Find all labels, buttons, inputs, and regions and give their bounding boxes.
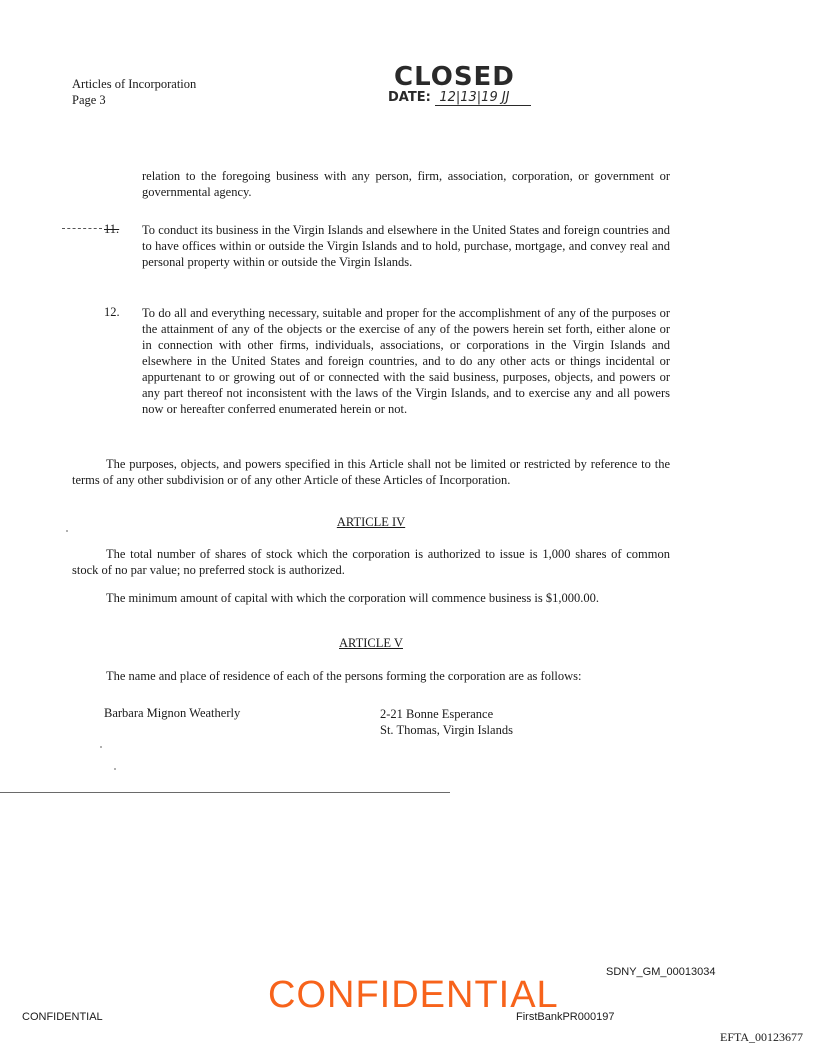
article-iv-capital-paragraph: The minimum amount of capital with which the corporation will commence business is $1,000.00. bbox=[106, 591, 599, 605]
stamp-date-row bbox=[388, 90, 538, 106]
efta-number: EFTA_00123677 bbox=[720, 1030, 804, 1044]
stamp-date-label: DATE: bbox=[388, 90, 431, 105]
document-header bbox=[72, 76, 196, 108]
stamp-date-value: 12|13|19 JJ bbox=[435, 90, 531, 106]
scan-speck bbox=[66, 530, 68, 532]
page-divider bbox=[0, 792, 450, 793]
item-11-text: To conduct its business in the Virgin Islands and elsewhere in the United States and foreign countries and to have offices within or outside the Virgin Islands and to hold, purchase, mortgage, and convey real and personal property within or outside the Virgin Islands. bbox=[142, 223, 670, 269]
margin-mark bbox=[62, 228, 102, 229]
incorporator-name: Barbara Mignon Weatherly bbox=[104, 706, 241, 720]
scan-speck bbox=[100, 746, 102, 748]
header-page-number: Page 3 bbox=[72, 93, 106, 107]
continuation-paragraph: relation to the foregoing business with any person, firm, association, corporation, or government or governmental agency. bbox=[142, 169, 670, 199]
article-iv-heading: ARTICLE IV bbox=[336, 515, 406, 529]
scan-speck bbox=[114, 768, 116, 770]
confidential-label: CONFIDENTIAL bbox=[22, 1011, 103, 1023]
incorporator-address bbox=[380, 706, 513, 738]
bates-sdny: SDNY_GM_00013034 bbox=[606, 966, 716, 978]
purposes-paragraph: The purposes, objects, and powers specified in this Article shall not be limited or restricted by reference to the terms of any other subdivision or of any other Article of these Articles of Incorporation. bbox=[72, 457, 670, 487]
article-v-paragraph: The name and place of residence of each of the persons forming the corporation are as follows: bbox=[106, 669, 582, 683]
item-number-12: 12. bbox=[104, 305, 120, 319]
confidential-watermark: CONFIDENTIAL bbox=[268, 974, 559, 1016]
stamp-title: CLOSED bbox=[394, 62, 515, 92]
article-v-heading: ARTICLE V bbox=[339, 636, 403, 650]
item-number-11: 11. bbox=[104, 222, 120, 236]
address-line-2: St. Thomas, Virgin Islands bbox=[380, 723, 513, 737]
closed-stamp bbox=[388, 62, 538, 106]
bates-firstbank: FirstBankPR000197 bbox=[516, 1011, 615, 1023]
address-line-1: 2-21 Bonne Esperance bbox=[380, 707, 494, 721]
item-12-text: To do all and everything necessary, suitable and proper for the accomplishment of any of the purposes or the attainment of any of the objects or the exercise of any of the powers herein set forth, either alone or in connection with other firms, individuals, associations, or corporations in the Virgin Islands and elsewhere in the United States and foreign countries, and to do any other acts or things incidental or appurtenant to or growing out of or connected with the said business, purposes, objects, and powers or any part thereof not inconsistent with the laws of the Virgin Islands, and to exercise any and all powers now or hereafter conferred enumerated herein or not. bbox=[142, 306, 670, 416]
header-title: Articles of Incorporation bbox=[72, 77, 197, 91]
article-iv-shares-paragraph: The total number of shares of stock which the corporation is authorized to issue is 1,000 shares of common stock of no par value; no preferred stock is authorized. bbox=[72, 547, 670, 577]
